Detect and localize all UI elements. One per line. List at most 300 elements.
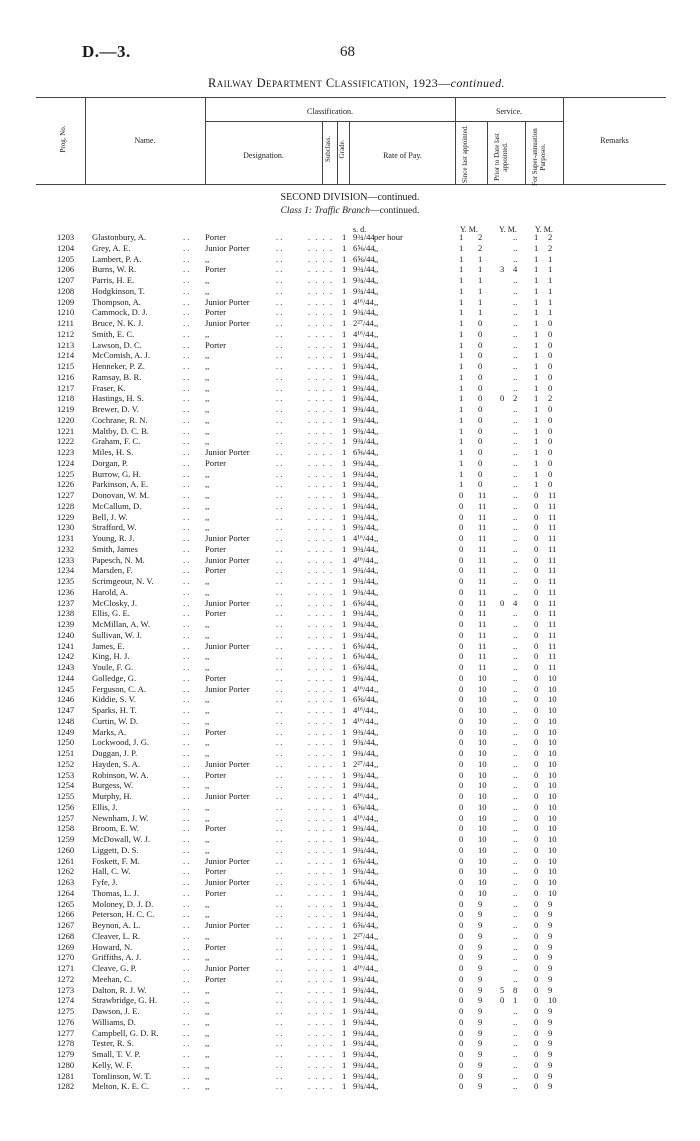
staff-name: Cleave, G. P. xyxy=(92,963,137,973)
staff-name: Ellis, J. xyxy=(92,801,118,812)
dot-leader: . . xyxy=(276,490,283,500)
designation: Junior Porter xyxy=(205,963,250,973)
prog-no: 1272 xyxy=(57,973,75,984)
dot-leader: . . xyxy=(183,887,190,898)
prog-no: 1245 xyxy=(57,683,75,694)
table-row xyxy=(0,361,700,371)
prog-no: 1232 xyxy=(57,543,75,554)
rate-of-pay: 9¾/44 xyxy=(353,619,375,629)
prog-no: 1213 xyxy=(57,339,75,350)
since-months: 11 xyxy=(478,522,487,533)
dot-leader: . . . . xyxy=(308,995,334,1006)
grade: 1 xyxy=(342,898,347,909)
table-row xyxy=(0,780,700,790)
prior-months: .. xyxy=(513,705,518,715)
dot-leader: . . . . xyxy=(308,855,334,866)
since-years: 1 xyxy=(459,457,464,468)
dot-leader: . . . . xyxy=(308,834,334,844)
grade: 1 xyxy=(342,1081,347,1092)
header-prior-to: Prior to Date last appointed. xyxy=(493,133,509,181)
super-years: 0 xyxy=(534,941,539,952)
prior-months: .. xyxy=(513,758,518,769)
dot-leader: . . . . xyxy=(308,468,334,479)
dot-leader: . . . . xyxy=(308,533,334,543)
prior-months: .. xyxy=(513,242,518,253)
since-years: 0 xyxy=(459,834,464,844)
grade: 1 xyxy=(342,726,347,737)
since-years: 1 xyxy=(459,253,464,264)
dot-leader: . . xyxy=(183,565,190,576)
rate-of-pay: 9¾/44 xyxy=(353,898,375,909)
super-months: 11 xyxy=(548,565,557,576)
staff-name: Sullivan, W. J. xyxy=(92,629,142,640)
rate-unit: ,, xyxy=(374,414,379,425)
prog-no: 1273 xyxy=(57,984,75,995)
staff-name: Cochrane, R. N. xyxy=(92,414,148,425)
rate-unit: ,, xyxy=(374,1059,379,1070)
rate-unit: ,, xyxy=(374,328,379,339)
dot-leader: . . . . xyxy=(308,898,334,909)
super-months: 9 xyxy=(548,1027,553,1038)
super-months: 9 xyxy=(548,930,553,941)
staff-name: Cammock, D. J. xyxy=(92,307,148,318)
grade: 1 xyxy=(342,404,347,414)
rate-of-pay: 9¾/44 xyxy=(353,887,375,898)
prog-no: 1258 xyxy=(57,823,75,834)
super-years: 1 xyxy=(534,350,539,361)
grade: 1 xyxy=(342,834,347,844)
designation: Junior Porter xyxy=(205,318,250,328)
prog-no: 1250 xyxy=(57,737,75,748)
prog-no: 1252 xyxy=(57,758,75,769)
super-years: 1 xyxy=(534,414,539,425)
since-years: 0 xyxy=(459,758,464,769)
super-months: 0 xyxy=(548,447,553,457)
table-row xyxy=(0,555,700,565)
header-top-rule xyxy=(36,97,666,98)
grade: 1 xyxy=(342,930,347,941)
since-years: 0 xyxy=(459,554,464,565)
table-row xyxy=(0,942,700,952)
table-row xyxy=(0,684,700,694)
staff-name: McMillan, A. W. xyxy=(92,619,151,629)
dot-leader: . . xyxy=(276,275,283,285)
since-months: 10 xyxy=(478,801,487,812)
super-months: 10 xyxy=(548,812,557,823)
rate-of-pay: 9¾/44 xyxy=(353,737,375,748)
table-row xyxy=(0,920,700,930)
since-months: 0 xyxy=(478,457,483,468)
rate-unit: ,, xyxy=(374,608,379,619)
super-years: 1 xyxy=(534,253,539,264)
super-months: 10 xyxy=(548,887,557,898)
designation: Junior Porter xyxy=(205,242,250,253)
since-years: 0 xyxy=(459,619,464,629)
prior-months: 1 xyxy=(513,995,518,1006)
staff-name: Curtin, W. D. xyxy=(92,715,139,726)
super-years: 0 xyxy=(534,748,539,758)
rate-unit: ,, xyxy=(374,350,379,361)
super-years: 0 xyxy=(534,812,539,823)
since-years: 0 xyxy=(459,823,464,834)
since-years: 1 xyxy=(459,318,464,328)
since-months: 10 xyxy=(478,683,487,694)
since-years: 0 xyxy=(459,1016,464,1027)
rate-unit: ,, xyxy=(374,619,379,629)
col-rule xyxy=(525,121,526,185)
table-row xyxy=(0,1028,700,1038)
rate-unit: ,, xyxy=(374,963,379,973)
staff-name: Henneker, P. Z. xyxy=(92,361,145,371)
dot-leader: . . xyxy=(183,834,190,844)
super-months: 11 xyxy=(548,533,557,543)
dot-leader: . . . . xyxy=(308,672,334,683)
super-months: 0 xyxy=(548,371,553,382)
rate-of-pay: 9¾/44 xyxy=(353,576,375,586)
prog-no: 1274 xyxy=(57,995,75,1006)
dot-leader: . . xyxy=(183,1038,190,1049)
super-months: 0 xyxy=(548,457,553,468)
dot-leader: . . xyxy=(276,554,283,565)
staff-name: Dalton, R. J. W. xyxy=(92,984,147,995)
table-row xyxy=(0,469,700,479)
super-months: 9 xyxy=(548,1016,553,1027)
dot-leader: . . xyxy=(276,232,283,242)
dot-leader: . . xyxy=(183,1059,190,1070)
designation: Porter xyxy=(205,307,227,318)
super-months: 10 xyxy=(548,694,557,705)
prog-no: 1210 xyxy=(57,307,75,318)
super-years: 0 xyxy=(534,834,539,844)
designation: ,, xyxy=(205,619,210,629)
table-row xyxy=(0,963,700,973)
dot-leader: . . xyxy=(183,629,190,640)
since-months: 9 xyxy=(478,1006,483,1016)
table-row xyxy=(0,565,700,575)
prog-no: 1242 xyxy=(57,651,75,662)
designation: ,, xyxy=(205,436,210,447)
dot-leader: . . xyxy=(276,694,283,705)
dot-leader: . . . . xyxy=(308,823,334,834)
grade: 1 xyxy=(342,479,347,490)
prog-no: 1266 xyxy=(57,909,75,920)
table-row xyxy=(0,254,700,264)
rate-of-pay: 9¾/44 xyxy=(353,479,375,490)
dot-leader: . . xyxy=(276,758,283,769)
dot-leader: . . . . xyxy=(308,543,334,554)
rate-of-pay: 9¾/44 xyxy=(353,1038,375,1049)
super-months: 10 xyxy=(548,748,557,758)
grade: 1 xyxy=(342,275,347,285)
table-row xyxy=(0,232,700,242)
since-months: 1 xyxy=(478,296,483,307)
staff-name: Kelly, W. F. xyxy=(92,1059,133,1070)
super-years: 0 xyxy=(534,737,539,748)
rate-of-pay: 9¾/44 xyxy=(353,1027,375,1038)
dot-leader: . . xyxy=(276,619,283,629)
dot-leader: . . . . xyxy=(308,887,334,898)
since-years: 1 xyxy=(459,447,464,457)
since-years: 0 xyxy=(459,887,464,898)
dot-leader: . . xyxy=(276,436,283,447)
table-row xyxy=(0,608,700,618)
rate-unit: ,, xyxy=(374,275,379,285)
rate-of-pay: 9¾/44 xyxy=(353,1081,375,1092)
dot-leader: . . xyxy=(183,694,190,705)
rate-unit: ,, xyxy=(374,371,379,382)
dot-leader: . . xyxy=(276,823,283,834)
prior-months: .. xyxy=(513,479,518,490)
dot-leader: . . xyxy=(276,371,283,382)
since-months: 11 xyxy=(478,543,487,554)
super-years: 1 xyxy=(534,382,539,393)
rate-of-pay: 2²⁷/44 xyxy=(353,758,374,769)
designation: ,, xyxy=(205,586,210,597)
dot-leader: . . . . xyxy=(308,769,334,780)
table-row xyxy=(0,372,700,382)
prior-months: .. xyxy=(513,629,518,640)
super-months: 9 xyxy=(548,1070,553,1081)
super-months: 10 xyxy=(548,823,557,834)
dot-leader: . . . . xyxy=(308,339,334,350)
grade: 1 xyxy=(342,823,347,834)
staff-name: Marks, A. xyxy=(92,726,127,737)
header-name: Name. xyxy=(134,136,156,145)
dot-leader: . . xyxy=(276,1016,283,1027)
grade: 1 xyxy=(342,232,347,242)
rate-of-pay: 2²⁷/44 xyxy=(353,318,374,328)
prog-no: 1215 xyxy=(57,361,75,371)
grade: 1 xyxy=(342,780,347,791)
rate-unit: ,, xyxy=(374,877,379,887)
dot-leader: . . . . xyxy=(308,1049,334,1059)
staff-name: Bell, J. W. xyxy=(92,511,128,522)
prior-months: .. xyxy=(513,662,518,672)
prog-no: 1236 xyxy=(57,586,75,597)
prog-no: 1247 xyxy=(57,705,75,715)
prog-no: 1230 xyxy=(57,522,75,533)
rate-of-pay: 9¾/44 xyxy=(353,866,375,877)
designation: Porter xyxy=(205,941,227,952)
dot-leader: . . xyxy=(183,812,190,823)
rate-unit: ,, xyxy=(374,447,379,457)
dot-leader: . . xyxy=(276,662,283,672)
prior-months: .. xyxy=(513,930,518,941)
super-months: 11 xyxy=(548,511,557,522)
rate-unit: ,, xyxy=(374,823,379,834)
dot-leader: . . xyxy=(276,264,283,275)
prior-months: .. xyxy=(513,1049,518,1059)
dot-leader: . . xyxy=(183,533,190,543)
rate-of-pay: 9¾/44 xyxy=(353,984,375,995)
designation: ,, xyxy=(205,629,210,640)
staff-name: Meehan, C. xyxy=(92,973,132,984)
dot-leader: . . xyxy=(183,1070,190,1081)
staff-name: McClosky, J. xyxy=(92,597,138,608)
prog-no: 1243 xyxy=(57,662,75,672)
super-years: 0 xyxy=(534,1049,539,1059)
designation: ,, xyxy=(205,1038,210,1049)
dot-leader: . . . . xyxy=(308,404,334,414)
super-months: 9 xyxy=(548,952,553,963)
dot-leader: . . xyxy=(183,619,190,629)
rate-of-pay: 9¾/44 xyxy=(353,500,375,511)
dot-leader: . . xyxy=(276,834,283,844)
title-caps: Railway Department Classification xyxy=(208,76,406,90)
prog-no: 1244 xyxy=(57,672,75,683)
super-years: 0 xyxy=(534,662,539,672)
grade: 1 xyxy=(342,414,347,425)
super-years: 0 xyxy=(534,683,539,694)
dot-leader: . . xyxy=(183,672,190,683)
designation: ,, xyxy=(205,275,210,285)
super-years: 1 xyxy=(534,264,539,275)
since-months: 10 xyxy=(478,866,487,877)
rate-unit: ,, xyxy=(374,952,379,963)
prog-no: 1255 xyxy=(57,791,75,801)
grade: 1 xyxy=(342,952,347,963)
prior-months: .. xyxy=(513,565,518,576)
grade: 1 xyxy=(342,307,347,318)
super-months: 11 xyxy=(548,543,557,554)
staff-name: McComish, A. J. xyxy=(92,350,151,361)
rate-of-pay: 4¹⁶/44 xyxy=(353,533,374,543)
super-months: 1 xyxy=(548,296,553,307)
dot-leader: . . . . xyxy=(308,866,334,877)
super-months: 1 xyxy=(548,253,553,264)
table-row xyxy=(0,727,700,737)
designation: ,, xyxy=(205,651,210,662)
designation: ,, xyxy=(205,737,210,748)
since-years: 1 xyxy=(459,328,464,339)
rate-of-pay: 9¾/44 xyxy=(353,490,375,500)
rate-of-pay: 9¾/44 xyxy=(353,339,375,350)
designation: Junior Porter xyxy=(205,877,250,887)
dot-leader: . . xyxy=(276,726,283,737)
rate-of-pay: 2²⁷/44 xyxy=(353,930,374,941)
super-years: 0 xyxy=(534,920,539,930)
super-years: 0 xyxy=(534,1070,539,1081)
dot-leader: . . xyxy=(276,318,283,328)
prog-no: 1228 xyxy=(57,500,75,511)
since-months: 11 xyxy=(478,490,487,500)
super-years: 1 xyxy=(534,425,539,436)
grade: 1 xyxy=(342,457,347,468)
staff-name: Parkinson, A. E. xyxy=(92,479,149,490)
dot-leader: . . xyxy=(183,586,190,597)
since-years: 0 xyxy=(459,812,464,823)
prior-months: .. xyxy=(513,737,518,748)
since-months: 10 xyxy=(478,748,487,758)
dot-leader: . . xyxy=(183,232,190,242)
designation: ,, xyxy=(205,1070,210,1081)
rate-unit: ,, xyxy=(374,457,379,468)
rate-unit: ,, xyxy=(374,1016,379,1027)
since-months: 10 xyxy=(478,887,487,898)
dot-leader: . . xyxy=(276,468,283,479)
table-row xyxy=(0,479,700,489)
rate-of-pay: 9¾/44 xyxy=(353,726,375,737)
super-years: 0 xyxy=(534,1027,539,1038)
designation: Porter xyxy=(205,232,227,242)
title-year: , 1923— xyxy=(405,76,451,90)
prior-months: .. xyxy=(513,275,518,285)
page-number: 68 xyxy=(340,44,355,60)
dot-leader: . . . . xyxy=(308,490,334,500)
since-years: 0 xyxy=(459,586,464,597)
designation: Porter xyxy=(205,608,227,619)
grade: 1 xyxy=(342,672,347,683)
dot-leader: . . . . xyxy=(308,447,334,457)
designation: ,, xyxy=(205,930,210,941)
grade: 1 xyxy=(342,318,347,328)
prior-months: .. xyxy=(513,307,518,318)
prior-months: .. xyxy=(513,296,518,307)
super-years: 0 xyxy=(534,554,539,565)
dot-leader: . . xyxy=(276,242,283,253)
units-sd: s. d. xyxy=(353,225,367,234)
dot-leader: . . xyxy=(276,533,283,543)
subsection-heading xyxy=(0,206,700,216)
designation: Junior Porter xyxy=(205,554,250,565)
staff-name: Small, T. V. P. xyxy=(92,1049,141,1059)
dot-leader: . . xyxy=(276,382,283,393)
prior-months: .. xyxy=(513,232,518,242)
prior-months: .. xyxy=(513,619,518,629)
rate-unit: ,, xyxy=(374,307,379,318)
dot-leader: . . . . xyxy=(308,726,334,737)
prior-months: .. xyxy=(513,554,518,565)
since-months: 1 xyxy=(478,275,483,285)
prior-months: 4 xyxy=(513,597,518,608)
rate-unit: ,, xyxy=(374,425,379,436)
staff-name: Murphy, H. xyxy=(92,791,132,801)
since-months: 9 xyxy=(478,984,483,995)
dot-leader: . . xyxy=(183,404,190,414)
rate-of-pay: 9¾/44 xyxy=(353,285,375,296)
table-row xyxy=(0,426,700,436)
since-years: 0 xyxy=(459,490,464,500)
prog-no: 1271 xyxy=(57,963,75,973)
designation: ,, xyxy=(205,500,210,511)
dot-leader: . . xyxy=(276,651,283,662)
prior-months: .. xyxy=(513,834,518,844)
header-bottom-rule xyxy=(36,184,666,185)
dot-leader: . . xyxy=(276,522,283,533)
dot-leader: . . . . xyxy=(308,382,334,393)
since-years: 0 xyxy=(459,844,464,855)
dot-leader: . . xyxy=(183,941,190,952)
super-years: 0 xyxy=(534,791,539,801)
rate-unit: ,, xyxy=(374,834,379,844)
dot-leader: . . xyxy=(183,640,190,651)
header-service: Service. xyxy=(496,107,522,116)
super-years: 0 xyxy=(534,930,539,941)
dot-leader: . . . . xyxy=(308,758,334,769)
prior-months: .. xyxy=(513,285,518,296)
grade: 1 xyxy=(342,769,347,780)
designation: Porter xyxy=(205,726,227,737)
dot-leader: . . xyxy=(183,651,190,662)
units-ym-prior: Y. M. xyxy=(499,225,517,234)
designation: ,, xyxy=(205,952,210,963)
table-row xyxy=(0,877,700,887)
dot-leader: . . . . xyxy=(308,963,334,973)
since-years: 0 xyxy=(459,576,464,586)
dot-leader: . . xyxy=(276,576,283,586)
grade: 1 xyxy=(342,1059,347,1070)
designation: Porter xyxy=(205,264,227,275)
